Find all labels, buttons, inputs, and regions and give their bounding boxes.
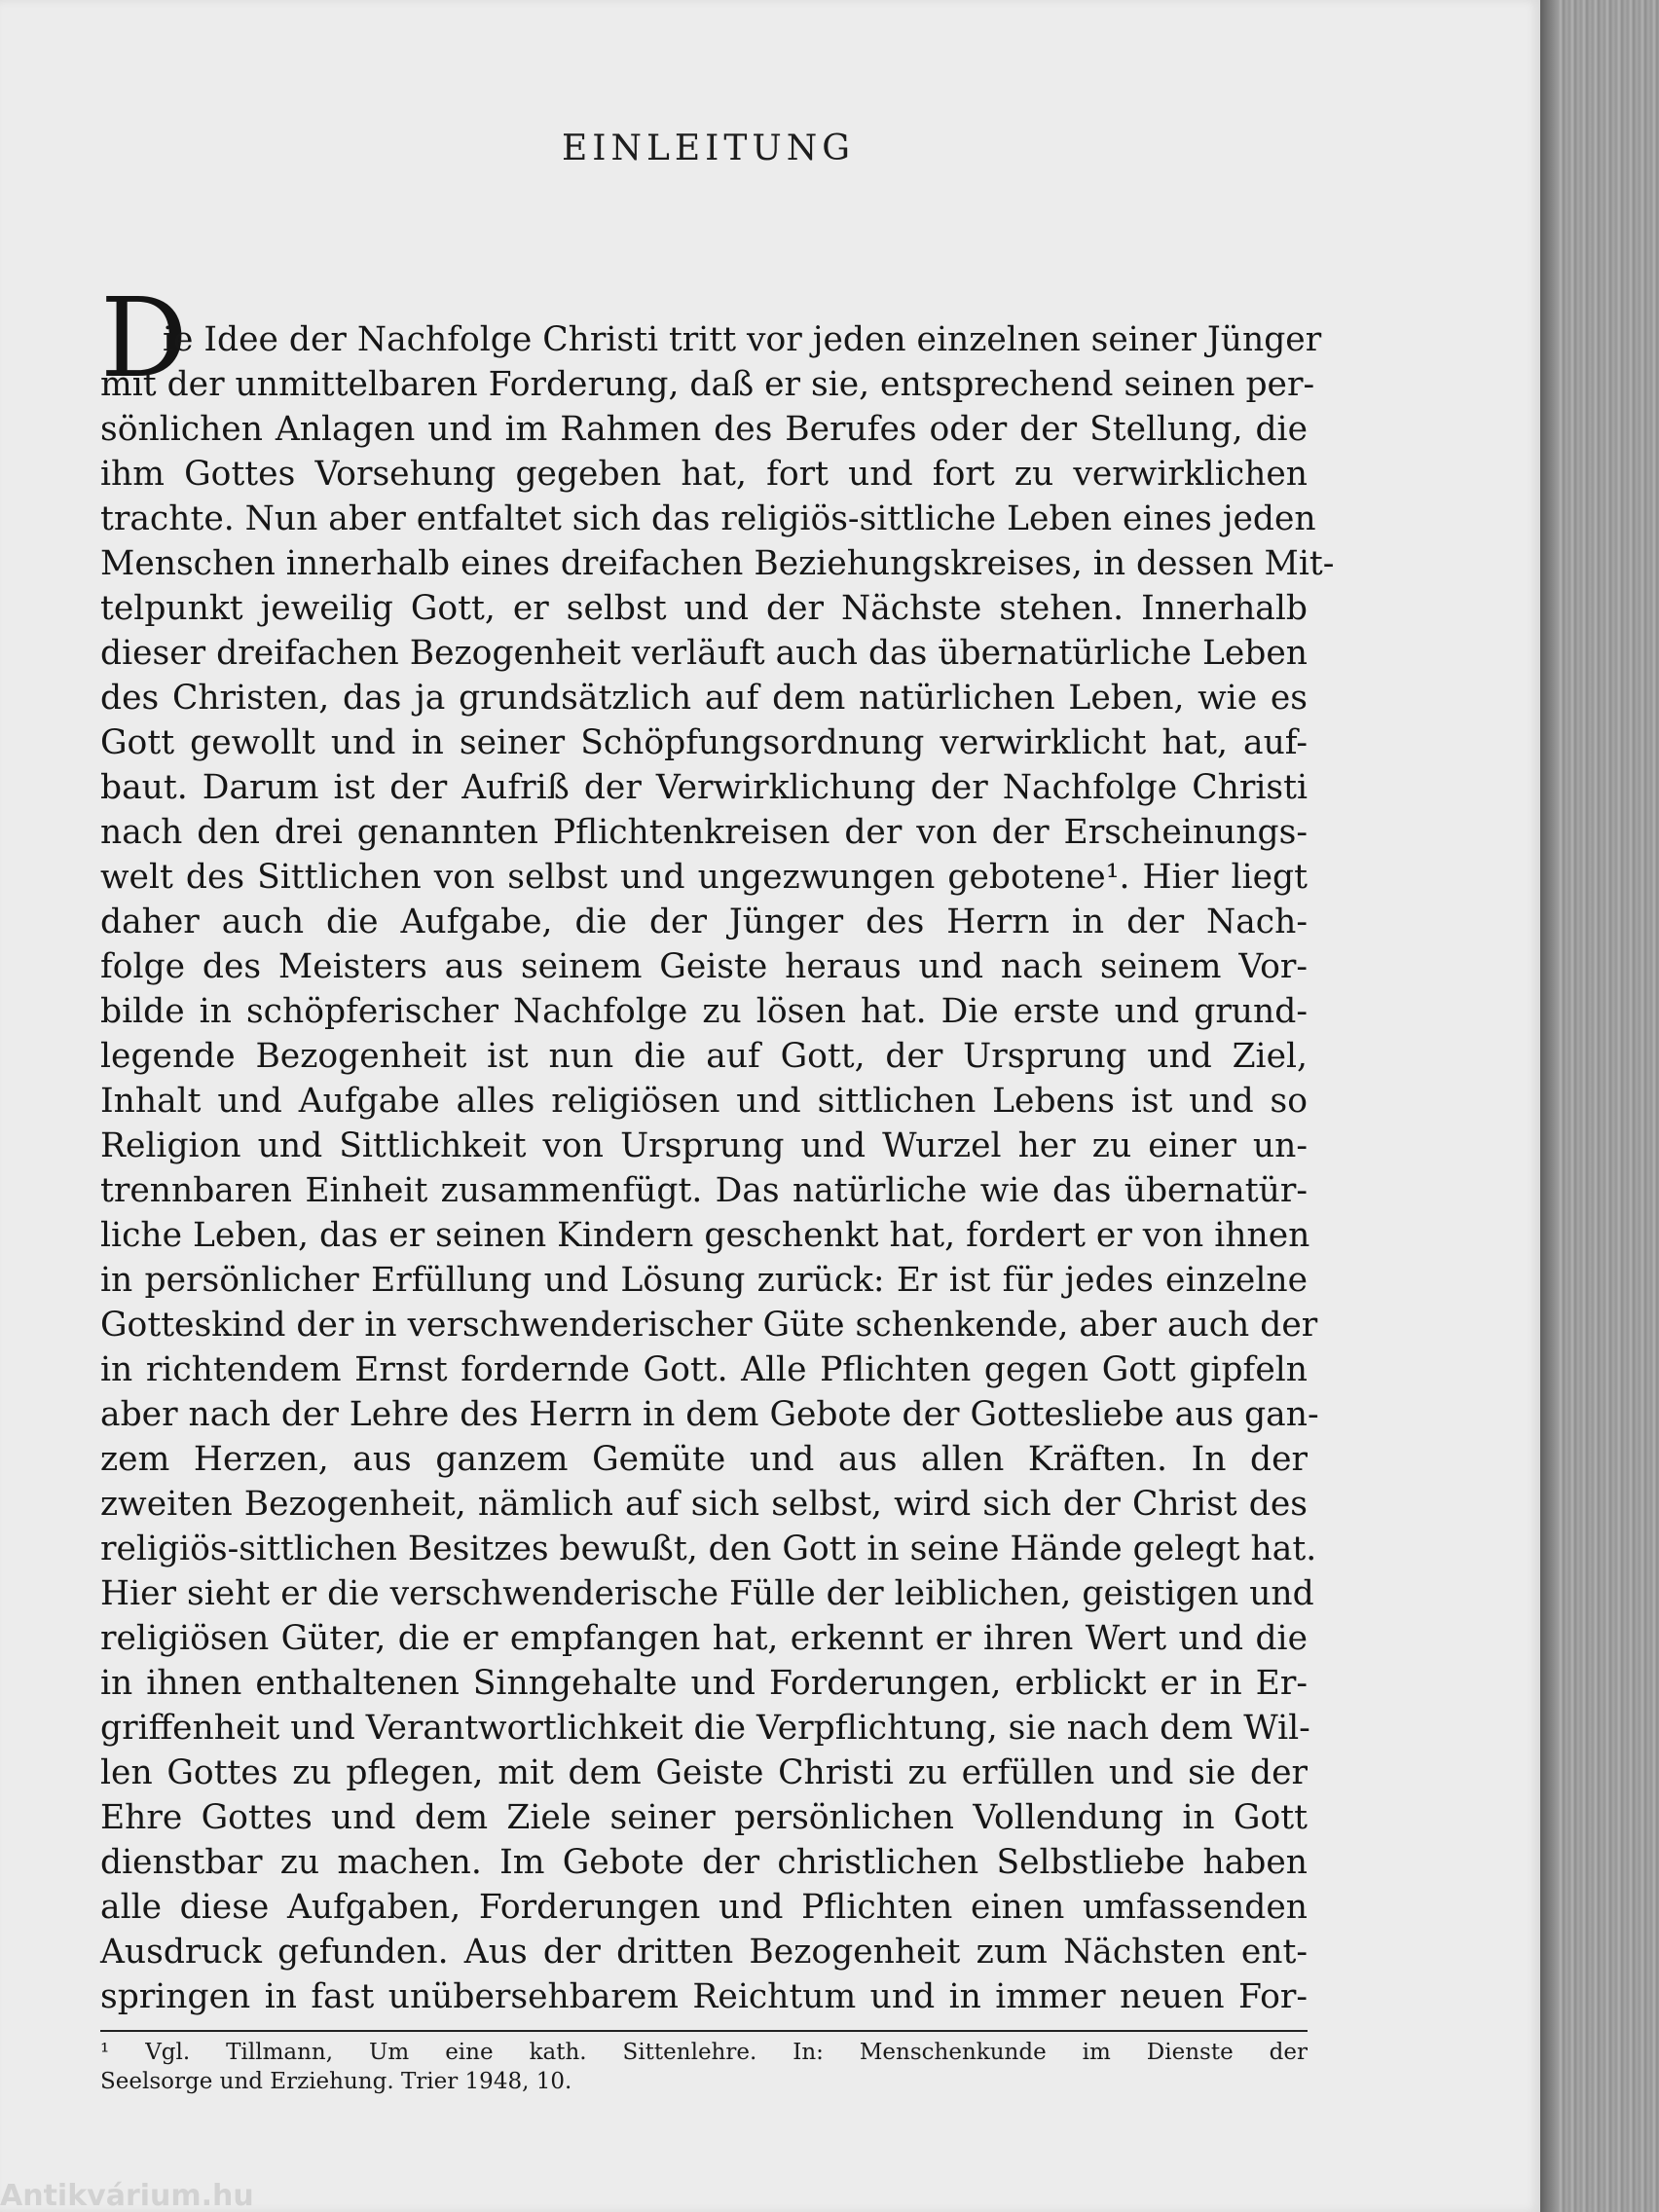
text-line: zem Herzen, aus ganzem Gemüte und aus allen Kräften. In der [100,1440,1308,1479]
text-line: Inhalt und Aufgabe alles religiösen und sittlichen Lebens ist und so [100,1082,1308,1121]
text-line: folge des Meisters aus seinem Geiste heraus und nach seinem Vor- [100,947,1308,986]
text-line: ie Idee der Nachfolge Christi tritt vor jeden einzelnen seiner Jünger [163,320,1322,359]
text-line: Menschen innerhalb eines dreifachen Beziehungskreises, in dessen Mit- [100,544,1335,583]
text-line: legende Bezogenheit ist nun die auf Gott, der Ursprung und Ziel, [100,1037,1308,1076]
text-line: aber nach der Lehre des Herrn in dem Gebote der Gottesliebe aus gan- [100,1395,1319,1434]
text-line: nach den drei genannten Pflichtenkreisen der von der Erscheinungs- [100,813,1308,852]
text-line: in richtendem Ernst fordernde Gott. Alle Pflichten gegen Gott gipfeln [100,1350,1308,1389]
text-line: griffenheit und Verantwortlichkeit die Verpflichtung, sie nach dem Wil- [100,1709,1310,1748]
book-spine [1540,0,1659,2212]
text-line: Gotteskind der in verschwenderischer Güte schenkende, aber auch der [100,1306,1318,1345]
text-line: Gott gewollt und in seiner Schöpfungsordnung verwirklicht hat, auf- [100,723,1308,762]
text-line: baut. Darum ist der Aufriß der Verwirklichung der Nachfolge Christi [100,768,1308,807]
text-line: in ihnen enthaltenen Sinngehalte und Forderungen, erblickt er in Er- [100,1664,1308,1703]
text-line: mit der unmittelbaren Forderung, daß er sie, entsprechend seinen per- [100,365,1315,404]
footnote-rule [100,2030,1308,2032]
footnote [100,2038,1308,2096]
text-line: religiösen Güter, die er empfangen hat, erkennt er ihren Wert und die [100,1619,1308,1658]
body-paragraph [100,317,1335,2019]
text-line: Ausdruck gefunden. Aus der dritten Bezogenheit zum Nächsten ent- [100,1933,1308,1972]
text-line: religiös-sittlichen Besitzes bewußt, den Gott in seine Hände gelegt hat. [100,1530,1317,1568]
text-line: daher auch die Aufgabe, die der Jünger des Herrn in der Nach- [100,903,1308,941]
drop-cap: D [100,276,188,402]
text-line: telpunkt jeweilig Gott, er selbst und der Nächste stehen. Innerhalb [100,589,1308,628]
text-line: des Christen, das ja grundsätzlich auf dem natürlichen Leben, wie es [100,679,1308,718]
text-line: bilde in schöpferischer Nachfolge zu lösen hat. Die erste und grund- [100,992,1308,1031]
page-edge-shadow [1540,0,1558,2212]
text-line: welt des Sittlichen von selbst und ungezwungen gebotene¹. Hier liegt [100,858,1308,897]
watermark-text: Antikvárium.hu [0,2179,254,2212]
text-line: in persönlicher Erfüllung und Lösung zurück: Er ist für jedes einzelne [100,1261,1308,1300]
text-line: trennbaren Einheit zusammenfügt. Das natürliche wie das übernatür- [100,1171,1308,1210]
text-line: alle diese Aufgaben, Forderungen und Pflichten einen umfassenden [100,1888,1308,1927]
chapter-heading: EINLEITUNG [561,129,855,168]
text-line: len Gottes zu pflegen, mit dem Geiste Christi zu erfüllen und sie der [100,1753,1308,1792]
text-line: zweiten Bezogenheit, nämlich auf sich selbst, wird sich der Christ des [100,1485,1308,1524]
text-line: dieser dreifachen Bezogenheit verläuft auch das übernatürliche Leben [100,634,1308,673]
text-line: dienstbar zu machen. Im Gebote der christlichen Selbstliebe haben [100,1843,1308,1882]
footnote-line: ¹ Vgl. Tillmann, Um eine kath. Sittenlehre. In: Menschenkunde im Dienste der [100,2040,1308,2065]
text-line: ihm Gottes Vorsehung gegeben hat, fort und fort zu verwirklichen [100,455,1308,494]
text-line: sönlichen Anlagen und im Rahmen des Berufes oder der Stellung, die [100,410,1308,449]
text-line: trachte. Nun aber entfaltet sich das religiös-sittliche Leben eines jeden [100,499,1316,538]
text-line: Religion und Sittlichkeit von Ursprung und Wurzel her zu einer un- [100,1126,1308,1165]
text-line: springen in fast unübersehbarem Reichtum und in immer neuen For- [100,1977,1308,2016]
text-line: Hier sieht er die verschwenderische Fülle der leiblichen, geistigen und [100,1574,1314,1613]
text-line: liche Leben, das er seinen Kindern geschenkt hat, fordert er von ihnen [100,1216,1310,1255]
footnote-line: Seelsorge und Erziehung. Trier 1948, 10. [100,2069,572,2094]
text-line: Ehre Gottes und dem Ziele seiner persönlichen Vollendung in Gott [100,1798,1308,1837]
